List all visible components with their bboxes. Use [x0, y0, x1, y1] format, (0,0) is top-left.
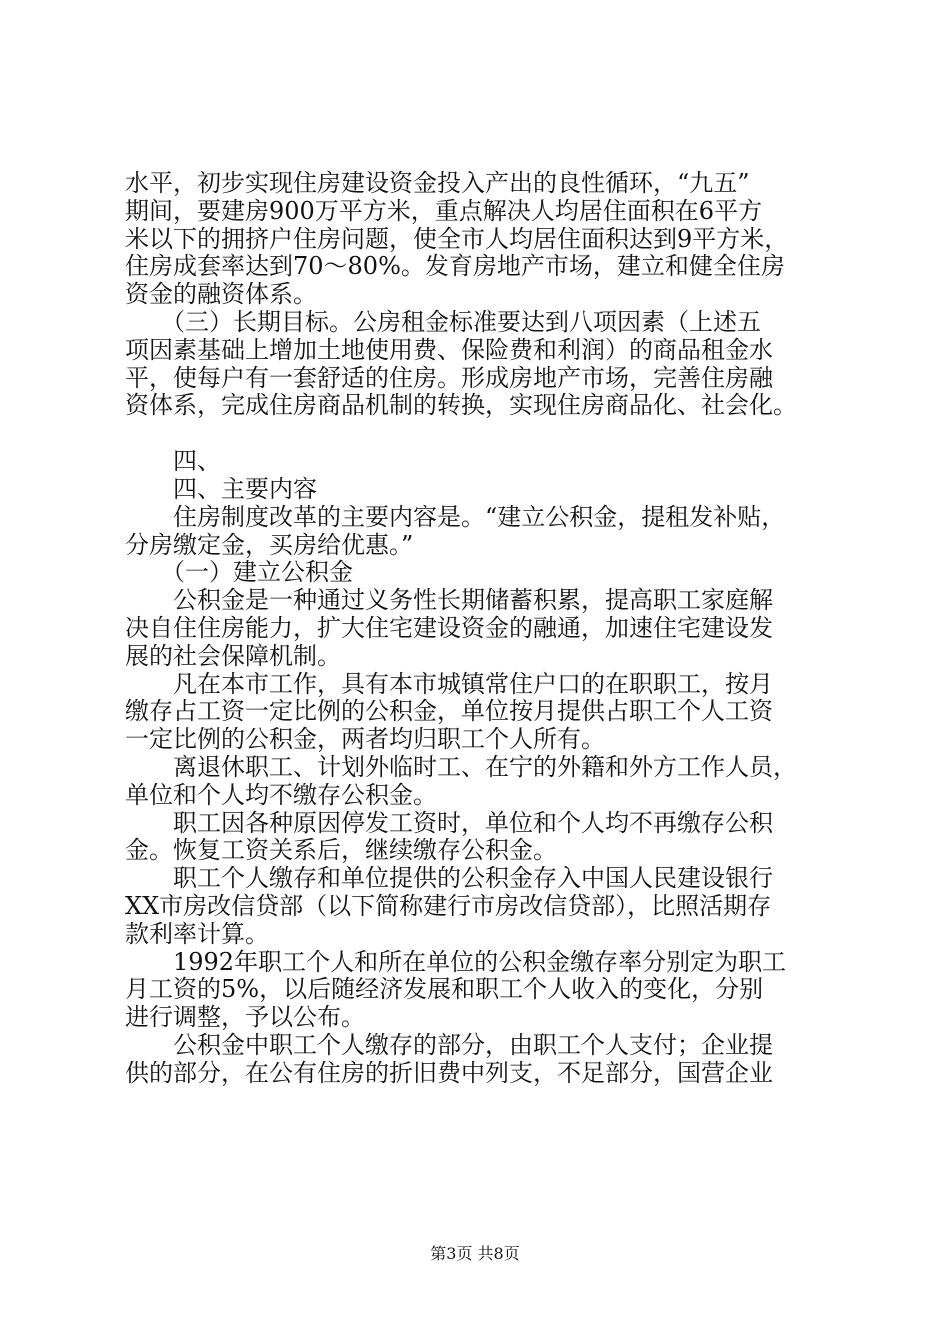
text-line: 职工个人缴存和单位提供的公积金存入中国人民建设银行: [125, 864, 773, 893]
text-line: 分房缴定金，买房给优惠。”: [125, 530, 414, 559]
text-line: 凡在本市工作，具有本市城镇常住户口的在职职工，按月: [125, 669, 773, 698]
text-line: （三）长期目标。公房租金标准要达到八项因素（上述五: [125, 307, 761, 336]
text-line: 住房制度改革的主要内容是。“建立公积金，提租发补贴，: [125, 502, 786, 531]
text-line: 1992年职工个人和所在单位的公积金缴存率分别定为职工: [125, 947, 787, 976]
paragraph-group-bottom: [125, 448, 845, 1087]
text-line: 期间，要建房900万平方米，重点解决人均居住面积在6平方: [125, 196, 763, 225]
text-line: 米以下的拥挤户住房问题，使全市人均居住面积达到9平方米，: [125, 224, 789, 253]
text-line: 缴存占工资一定比例的公积金，单位按月提供占职工个人工资: [125, 697, 773, 726]
section-heading: 四、主要内容: [125, 474, 317, 503]
text-line: 资金的融资体系。: [125, 280, 317, 309]
text-line: 进行调整，予以公布。: [125, 1003, 365, 1032]
text-line: 水平，初步实现住房建设资金投入产出的良性循环，“九五”: [125, 169, 750, 197]
document-body: [125, 170, 845, 1088]
text-line: 月工资的5%，以后随经济发展和职工个人收入的变化，分别: [125, 975, 764, 1004]
subsection-heading: （一）建立公积金: [125, 558, 353, 587]
text-line: XX市房改信贷部（以下简称建行市房改信贷部），比照活期存: [125, 891, 772, 920]
text-line: 资体系，完成住房商品机制的转换，实现住房商品化、社会化。: [125, 391, 797, 420]
text-line: 单位和个人均不缴存公积金。: [125, 780, 437, 809]
text-line: 住房成套率达到70～80%。发育房地产市场，建立和健全住房: [125, 252, 785, 281]
text-line: 决自住住房能力，扩大住宅建设资金的融通，加速住宅建设发: [125, 613, 773, 642]
text-line: 款利率计算。: [125, 919, 269, 948]
text-line: 展的社会保障机制。: [125, 641, 341, 670]
paragraph-group-top: [125, 170, 845, 420]
blank-line: [125, 420, 845, 448]
section-heading: 四、: [125, 447, 221, 476]
text-line: 公积金中职工个人缴存的部分，由职工个人支付；企业提: [125, 1030, 773, 1059]
text-line: 金。恢复工资关系后，继续缴存公积金。: [125, 836, 557, 865]
text-line: 职工因各种原因停发工资时，单位和个人均不再缴存公积: [125, 808, 773, 837]
text-line: 公积金是一种通过义务性长期储蓄积累，提高职工家庭解: [125, 586, 773, 615]
text-line: 供的部分，在公有住房的折旧费中列支，不足部分，国营企业: [125, 1058, 773, 1087]
text-line: 项因素基础上增加土地使用费、保险费和利润）的商品租金水: [125, 335, 773, 364]
text-line: 平，使每户有一套舒适的住房。形成房地产市场，完善住房融: [125, 363, 773, 392]
text-line: 一定比例的公积金，两者均归职工个人所有。: [125, 725, 605, 754]
page-number-footer: 第3页 共8页: [430, 1244, 520, 1263]
text-line: 离退休职工、计划外临时工、在宁的外籍和外方工作人员，: [125, 752, 797, 781]
